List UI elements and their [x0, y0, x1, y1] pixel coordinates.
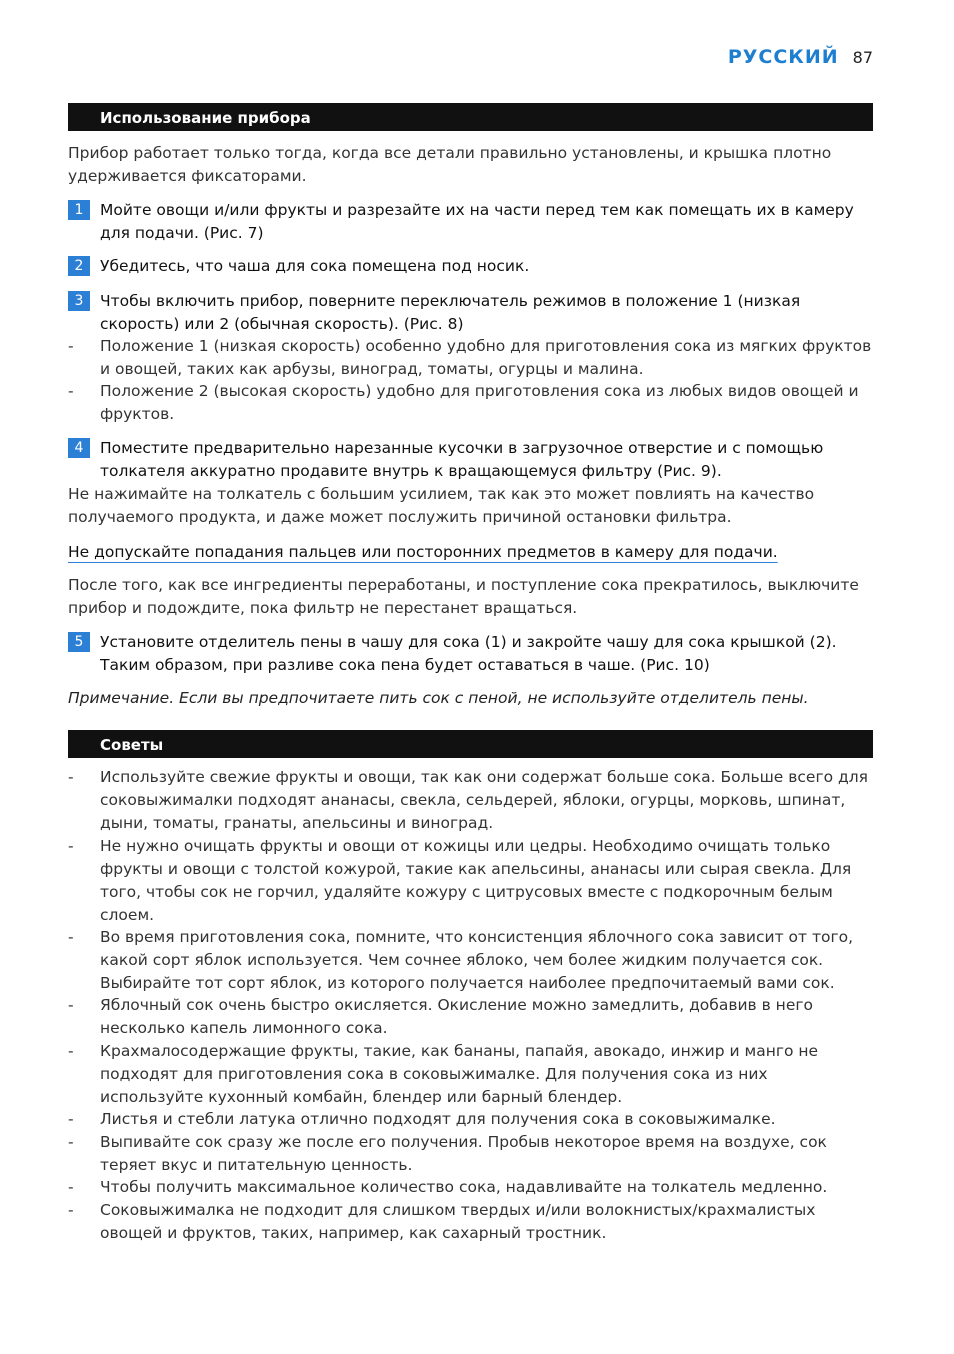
bullet-dash: -: [68, 1042, 74, 1060]
bullet-dash: -: [68, 768, 74, 786]
step-text: Поместите предварительно нарезанные кусочки в загрузочное отверстие и с помощью толкателя аккуратно продавите внутрь к вращающемуся фильтру (Рис. 9).: [100, 439, 824, 480]
bullet-dash: -: [68, 1133, 74, 1151]
step-number: 4: [68, 438, 90, 458]
language-label: РУССКИЙ: [727, 46, 839, 68]
step-4: [68, 437, 873, 483]
bullet-dash: -: [68, 1110, 74, 1128]
bullet-dash: -: [68, 928, 74, 946]
bullet-text: Не нужно очищать фрукты и овощи от кожицы или цедры. Необходимо очищать только фрукты и овощи с толстой кожурой, такие как апельсины, ананасы или сырая свекла. Для того, чтобы сок не горчил, удаляйте кожуру с цитрусовых вместе с подкорочным белым слоем.: [100, 837, 852, 924]
step-1: [68, 199, 873, 245]
bullet-dash: -: [68, 837, 74, 855]
bullet-dash: -: [68, 337, 74, 355]
list-item: [68, 926, 873, 995]
step-4-note: Не нажимайте на толкатель с большим усилием, так как это может повлиять на качество получаемого продукта, и даже может послужить причиной остановки фильтра.: [68, 485, 815, 526]
bullet-text: Соковыжималка не подходит для слишком твердых и/или волокнистых/крахмалистых овощей и фруктов, таких, например, как сахарный тростник.: [100, 1201, 816, 1242]
list-item: [68, 766, 873, 835]
warning-underlined: Не допускайте попадания пальцев или посторонних предметов в камеру для подачи.: [68, 543, 778, 561]
bullet-text: Крахмалосодержащие фрукты, такие, как бананы, папайя, авокадо, инжир и манго не подходят для приготовления сока в соковыжималке. Для получения сока из них используйте кухонный комбайн, блендер или барный блендер.: [100, 1042, 819, 1106]
bullet-text: Выпивайте сок сразу же после его получения. Пробыв некоторое время на воздухе, сок теряет вкус и питательную ценность.: [100, 1133, 827, 1174]
note-text: Примечание. Если вы предпочитаете пить сок с пеной, не используйте отделитель пены.: [68, 689, 809, 707]
list-item: [68, 1108, 873, 1131]
list-item: [68, 1131, 873, 1177]
list-item: [68, 380, 873, 426]
step-text: Чтобы включить прибор, поверните переключатель режимов в положение 1 (низкая скорость) или 2 (обычная скорость). (Рис. 8): [100, 292, 801, 333]
bullet-dash: -: [68, 996, 74, 1014]
list-item: [68, 994, 873, 1040]
list-item: [68, 1199, 873, 1245]
section-title-usage: Использование прибора: [68, 103, 873, 131]
step-number: 5: [68, 632, 90, 652]
step-text: Убедитесь, что чаша для сока помещена под носик.: [100, 257, 530, 275]
bullet-text: Чтобы получить максимальное количество сока, надавливайте на толкатель медленно.: [100, 1178, 828, 1196]
bullet-text: Во время приготовления сока, помните, что консистенция яблочного сока зависит от того, какой сорт яблок используется. Чем сочнее яблоко, чем более жидким получается сок. Выбирайте тот сорт яблок, из которого получается наиболее предпочитаемый вами сок.: [100, 928, 854, 992]
step-3: [68, 290, 873, 336]
intro-text: Прибор работает только тогда, когда все детали правильно установлены, и крышка плотно удерживается фиксаторами.: [68, 144, 832, 185]
step-number: 1: [68, 200, 90, 220]
warning-text: [68, 541, 873, 564]
list-item: [68, 1176, 873, 1199]
step-2: [68, 255, 873, 278]
list-item: [68, 835, 873, 927]
section-title-tips: Советы: [68, 730, 873, 758]
after-text: После того, как все ингредиенты переработаны, и поступление сока прекратилось, выключите прибор и подождите, пока фильтр не перестанет вращаться.: [68, 576, 859, 617]
bullet-dash: -: [68, 1201, 74, 1219]
step-number: 2: [68, 256, 90, 276]
page-header: [728, 46, 873, 68]
bullet-text: Положение 2 (высокая скорость) удобно для приготовления сока из любых видов овощей и фруктов.: [100, 382, 859, 423]
bullet-dash: -: [68, 1178, 74, 1196]
step-text: Мойте овощи и/или фрукты и разрезайте их на части перед тем как помещать их в камеру для подачи. (Рис. 7): [100, 201, 854, 242]
step-text: Установите отделитель пены в чашу для сока (1) и закройте чашу для сока крышкой (2). Таким образом, при разливе сока пена будет оставаться в чаше. (Рис. 10): [100, 633, 837, 674]
page-number: 87: [852, 48, 873, 67]
bullet-text: Положение 1 (низкая скорость) особенно удобно для приготовления сока из мягких фруктов и овощей, таких как арбузы, виноград, томаты, огурцы и малина.: [100, 337, 872, 378]
list-item: [68, 1040, 873, 1109]
bullet-text: Яблочный сок очень быстро окисляется. Окисление можно замедлить, добавив в него несколько капель лимонного сока.: [100, 996, 813, 1037]
bullet-text: Листья и стебли латука отлично подходят для получения сока в соковыжималке.: [100, 1110, 776, 1128]
step-5: [68, 631, 873, 677]
step-number: 3: [68, 291, 90, 311]
bullet-dash: -: [68, 382, 74, 400]
bullet-text: Используйте свежие фрукты и овощи, так как они содержат больше сока. Больше всего для соковыжималки подходят ананасы, свекла, сельдерей, яблоки, огурцы, морковь, шпинат, дыни, томаты, гранаты, апельсины и виноград.: [100, 768, 868, 832]
list-item: [68, 335, 873, 381]
